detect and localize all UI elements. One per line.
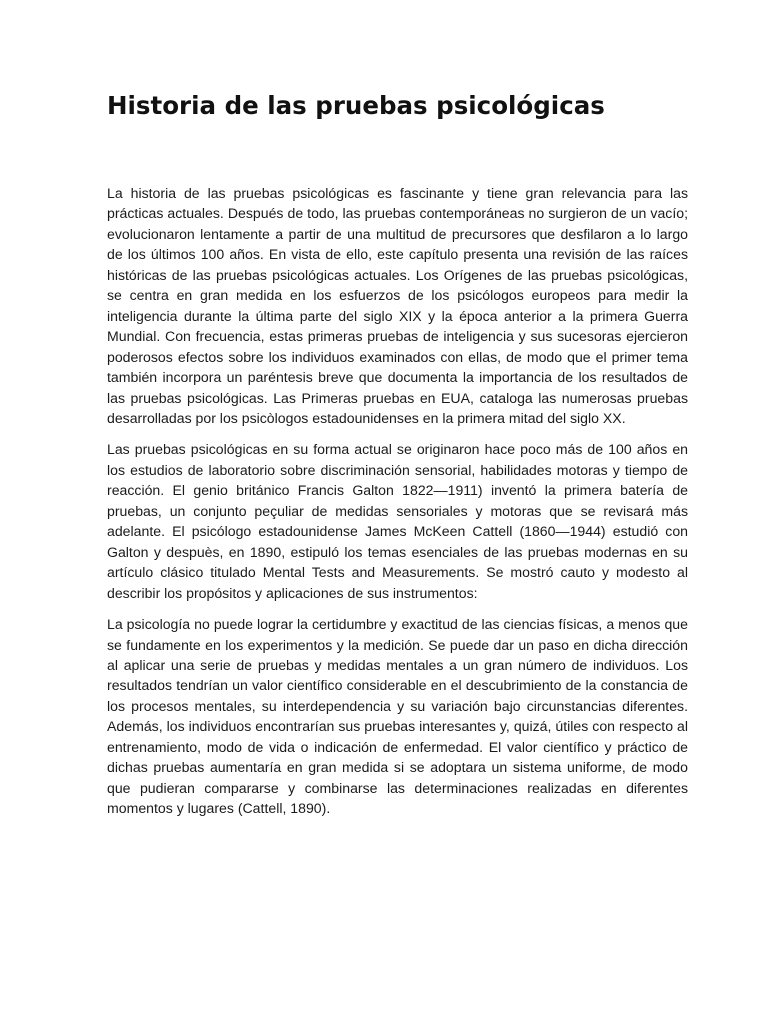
document-title: Historia de las pruebas psicológicas bbox=[107, 91, 605, 120]
paragraph-3: La psicología no puede lograr la certidumbre y exactitud de las ciencias físicas, a menos que se fundamente en los experimentos y la medición. Se puede dar un paso en dicha dirección al aplicar una serie de pruebas y medidas mentales a un gran número de individuos. Los resultados tendrían un valor científico considerable en el descubrimiento de la constancia de los procesos mentales, su interdependencia y su variación bajo circunstancias diferentes. Además, los individuos encontrarían sus pruebas interesantes y, quizá, útiles con respecto al entrenamiento, modo de vida o indicación de enfermedad. El valor científico y práctico de dichas pruebas aumentaría en gran medida si se adoptara un sistema uniforme, de modo que pudieran compararse y combinarse las determinaciones realizadas en diferentes momentos y lugares (Cattell, 1890). bbox=[107, 616, 688, 817]
paragraph-1: La historia de las pruebas psicológicas es fascinante y tiene gran relevancia para las prácticas actuales. Después de todo, las pruebas contemporáneas no surgieron de un vacío; evolucionaron lentamente a partir de una multitud de precursores que desfilaron a lo largo de los últimos 100 años. En vista de ello, este capítulo presenta una revisión de las raíces históricas de las pruebas psicológicas actuales. Los Orígenes de las pruebas psicológicas, se centra en gran medida en los esfuerzos de los psicólogos europeos para medir la inteligencia durante la última parte del siglo XIX y la época anterior a la primera Guerra Mundial. Con frecuencia, estas primeras pruebas de inteligencia y sus sucesoras ejercieron poderosos efectos sobre los individuos examinados con ellas, de modo que el primer tema también incorpora un paréntesis breve que documenta la importancia de los resultados de las pruebas psicológicas. Las Primeras pruebas en EUA, cataloga las numerosas pruebas desarrolladas por los psicòlogos estadounidenses en la primera mitad del siglo XX. bbox=[107, 185, 688, 426]
document-body bbox=[107, 183, 688, 830]
paragraph-2: Las pruebas psicológicas en su forma actual se originaron hace poco más de 100 años en los estudios de laboratorio sobre discriminación sensorial, habilidades motoras y tiempo de reacción. El genio británico Francis Galton 1822—1911) inventó la primera batería de pruebas, un conjunto peçuliar de medidas sensoriales y motoras que se revisará más adelante. El psicólogo estadounidense James McKeen Cattell (1860—1944) estudió con Galton y despuès, en 1890, estipuló los temas esenciales de las pruebas modernas en su artículo clásico titulado Mental Tests and Measurements. Se mostró cauto y modesto al describir los propósitos y aplicaciones de sus instrumentos: bbox=[107, 441, 688, 601]
